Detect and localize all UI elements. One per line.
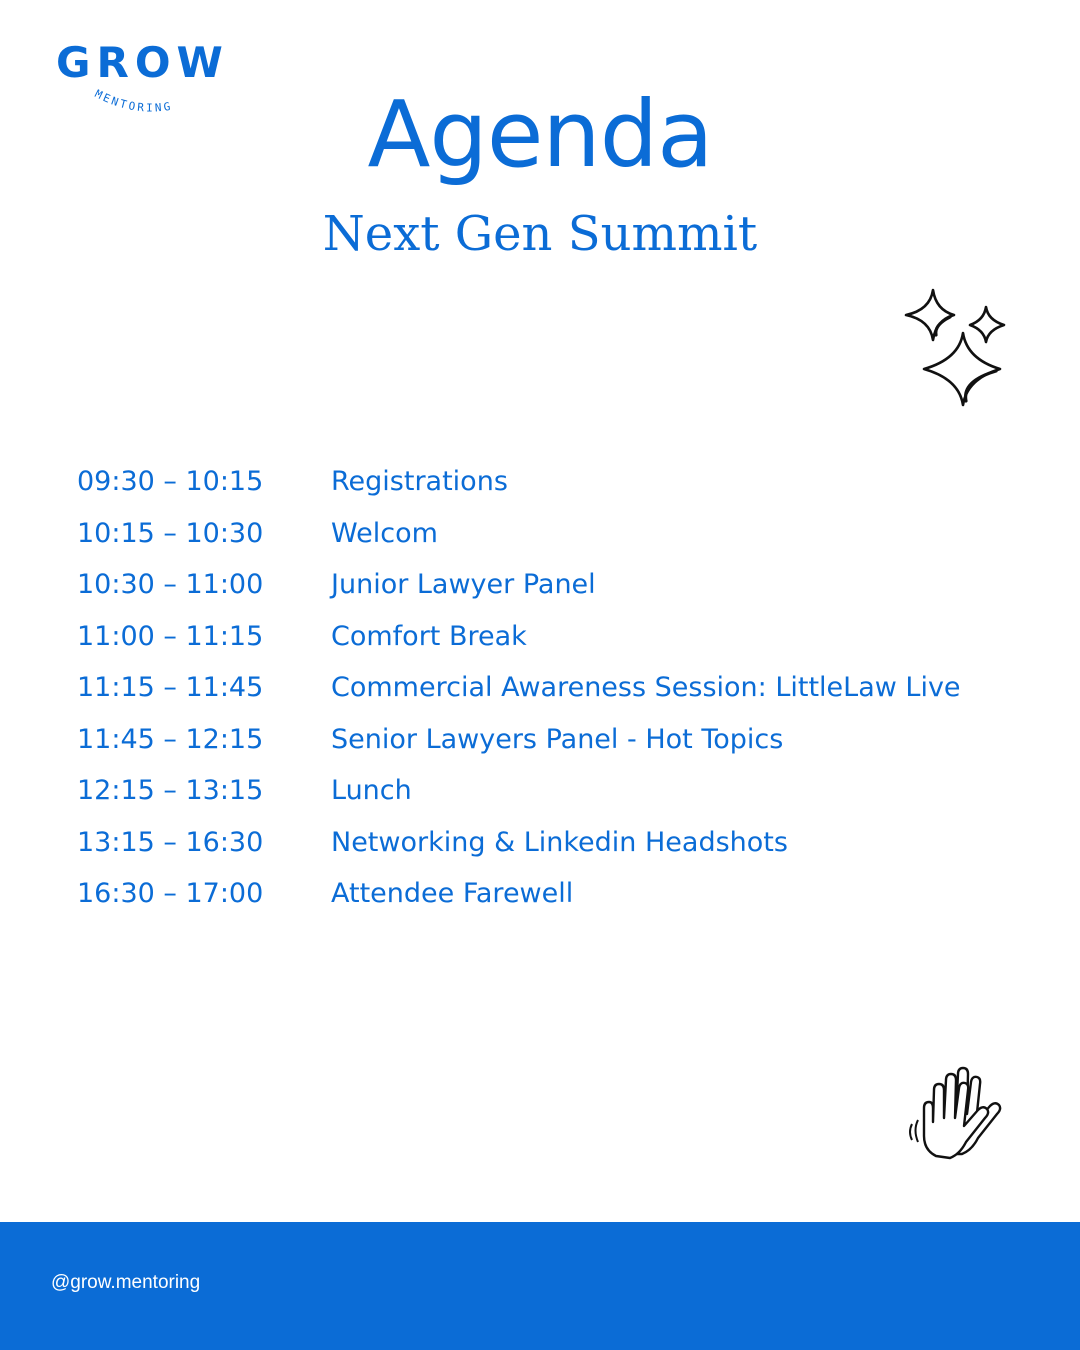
agenda-time: 09:30 – 10:15 [77,466,264,498]
agenda-row [77,662,1007,714]
agenda-event: Registrations [331,466,508,498]
agenda-time: 12:15 – 13:15 [77,775,264,807]
agenda-event: Junior Lawyer Panel [331,569,596,601]
agenda-row [77,868,1007,920]
agenda-time: 10:30 – 11:00 [77,569,264,601]
agenda-time: 16:30 – 17:00 [77,878,264,910]
logo-arc-label: MENTORING [92,87,174,115]
agenda-event: Lunch [331,775,412,807]
agenda-time: 11:45 – 12:15 [77,723,264,755]
agenda-row [77,714,1007,766]
agenda-row [77,559,1007,611]
social-handle: @grow.mentoring [51,1272,201,1293]
agenda-row [77,817,1007,869]
agenda-row [77,508,1007,560]
agenda-row [77,765,1007,817]
agenda-event: Comfort Break [331,620,527,652]
footer-bar [0,1222,1080,1350]
page-subtitle: Next Gen Summit [322,206,758,262]
agenda-list [77,456,1007,920]
agenda-event: Attendee Farewell [331,878,574,910]
agenda-event: Welcom [331,517,438,549]
agenda-row [77,611,1007,663]
agenda-time: 10:15 – 10:30 [77,517,264,549]
agenda-time: 11:15 – 11:45 [77,672,264,704]
agenda-time: 11:00 – 11:15 [77,620,264,652]
high-five-hands-icon [906,1062,1006,1160]
page-title: Agenda [367,81,713,188]
agenda-event: Commercial Awareness Session: LittleLaw Live [331,672,961,704]
logo-wordmark: GROW [56,38,229,87]
agenda-event: Senior Lawyers Panel - Hot Topics [331,723,784,755]
agenda-time: 13:15 – 16:30 [77,826,264,858]
sparkles-icon [900,285,1012,410]
agenda-event: Networking & Linkedin Headshots [331,826,788,858]
agenda-row [77,456,1007,508]
